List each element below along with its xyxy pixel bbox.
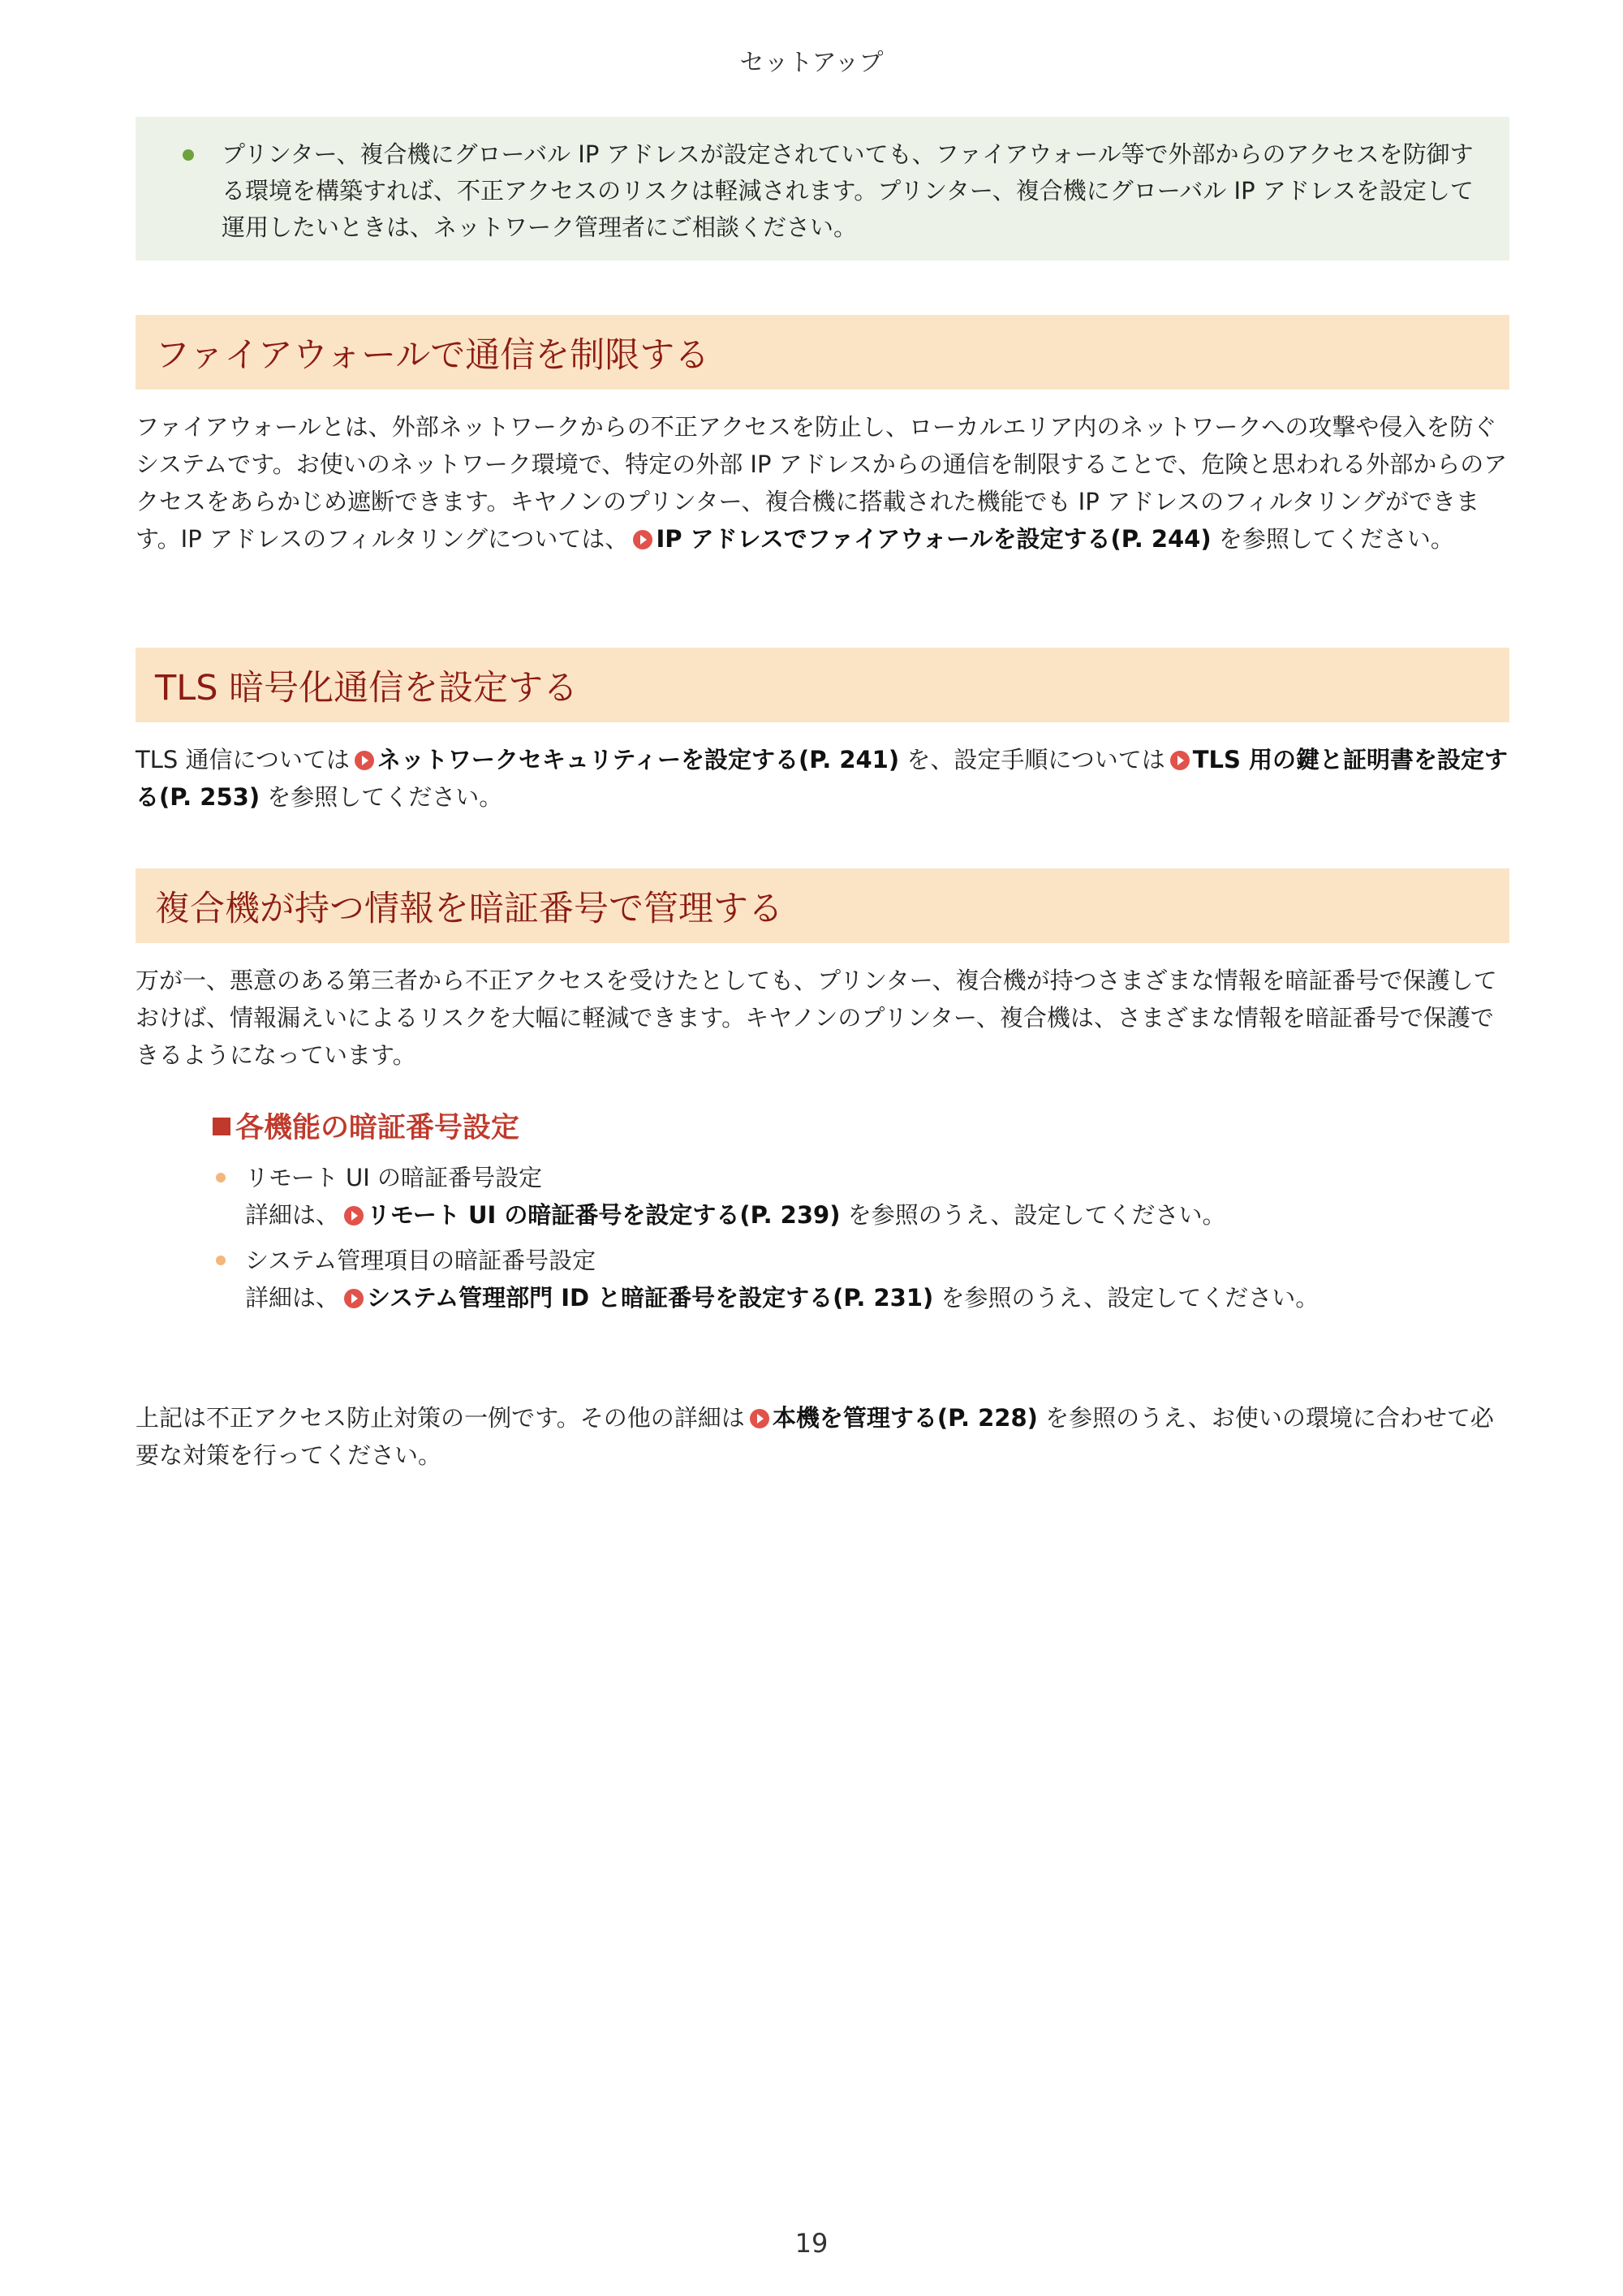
section-heading-tls: TLS 暗号化通信を設定する <box>136 648 1509 722</box>
page-header-title: セットアップ <box>739 49 884 77</box>
detail-prefix: 詳細は、 <box>245 1201 340 1229</box>
note-box <box>136 117 1509 261</box>
link-text: ネットワークセキュリティーを設定する(P. 241) <box>377 746 900 773</box>
detail-suffix: を参照のうえ、設定してください。 <box>933 1284 1319 1312</box>
detail-suffix: を参照のうえ、設定してください。 <box>840 1201 1226 1229</box>
link-text: システム管理部門 ID と暗証番号を設定する(P. 231) <box>367 1284 934 1312</box>
link-arrow-icon <box>1170 751 1190 770</box>
link-arrow-icon <box>355 751 374 770</box>
detail-prefix: 詳細は、 <box>245 1284 340 1312</box>
link-manage-machine[interactable] <box>745 1404 1038 1432</box>
link-arrow-icon <box>344 1206 364 1226</box>
link-firewall-settings[interactable] <box>628 525 1211 553</box>
link-text: TLS 用の鍵と証明書を設定する(P. 253) <box>136 746 1508 811</box>
note-text: プリンター、複合機にグローバル IP アドレスが設定されていても、ファイアウォール等で外部からのアクセスを防御する環境を構築すれば、不正アクセスのリスクは軽減されます。プリンター、複合機にグローバル IP アドレスを設定して運用したいときは、ネットワーク管理者にご相談ください。 <box>222 140 1474 241</box>
body-text: を参照してください。 <box>260 783 503 811</box>
subheading-text: 各機能の暗証番号設定 <box>235 1112 520 1144</box>
link-arrow-icon <box>633 530 652 549</box>
bullet-icon <box>216 1173 226 1182</box>
list-item-detail <box>245 1279 1479 1316</box>
body-text: ファイアウォールとは、外部ネットワークからの不正アクセスを防止し、ローカルエリア内のネットワークへの攻撃や侵入を防ぐシステムです。お使いのネットワーク環境で、特定の外部 IP アドレスからの通信を制限することで、危険と思われる外部からのアクセスをあらかじめ遮断できます。キヤノンのプリンター、複合機に搭載された機能でも IP アドレスのフィルタリングができます。IP アドレスのフィルタリングについては、 <box>136 413 1508 553</box>
section-heading-pin: 複合機が持つ情報を暗証番号で管理する <box>136 868 1509 943</box>
link-text: IP アドレスでファイアウォールを設定する(P. 244) <box>656 525 1212 553</box>
link-network-security[interactable] <box>350 746 899 773</box>
list-item-title: リモート UI の暗証番号設定 <box>245 1164 543 1191</box>
link-text: リモート UI の暗証番号を設定する(P. 239) <box>367 1201 841 1229</box>
subheading-pin-settings <box>213 1105 519 1146</box>
list-item <box>213 1159 1479 1234</box>
link-remote-ui-pin[interactable] <box>339 1201 840 1229</box>
pin-settings-list <box>213 1159 1479 1316</box>
bullet-icon <box>216 1256 226 1265</box>
body-text: を、設定手順については <box>899 746 1165 773</box>
link-arrow-icon <box>344 1289 364 1308</box>
page-number: 19 <box>794 2228 829 2259</box>
list-item <box>213 1242 1479 1316</box>
link-system-manager-id[interactable] <box>339 1284 933 1312</box>
bullet-icon <box>183 149 194 161</box>
square-bullet-icon <box>213 1118 230 1135</box>
link-text: 本機を管理する(P. 228) <box>772 1404 1038 1432</box>
section-body-tls <box>136 741 1509 816</box>
body-text: TLS 通信については <box>136 746 350 773</box>
body-text: を参照のうえ、お使いの環境に合わせて必要な対策を行ってください。 <box>136 1404 1494 1469</box>
list-item-detail <box>245 1196 1479 1234</box>
list-item-title: システム管理項目の暗証番号設定 <box>245 1247 596 1274</box>
link-arrow-icon <box>750 1409 769 1428</box>
section-heading-firewall: ファイアウォールで通信を制限する <box>136 315 1509 390</box>
section-body-pin: 万が一、悪意のある第三者から不正アクセスを受けたとしても、プリンター、複合機が持つさまざまな情報を暗証番号で保護しておけば、情報漏えいによるリスクを大幅に軽減できます。キヤノンのプリンター、複合機は、さまざまな情報を暗証番号で保護できるようになっています。 <box>136 967 1497 1069</box>
closing-paragraph <box>136 1399 1509 1474</box>
body-text: を参照してください。 <box>1211 525 1454 553</box>
section-body-firewall <box>136 408 1509 558</box>
body-text: 上記は不正アクセス防止対策の一例です。その他の詳細は <box>136 1404 745 1432</box>
